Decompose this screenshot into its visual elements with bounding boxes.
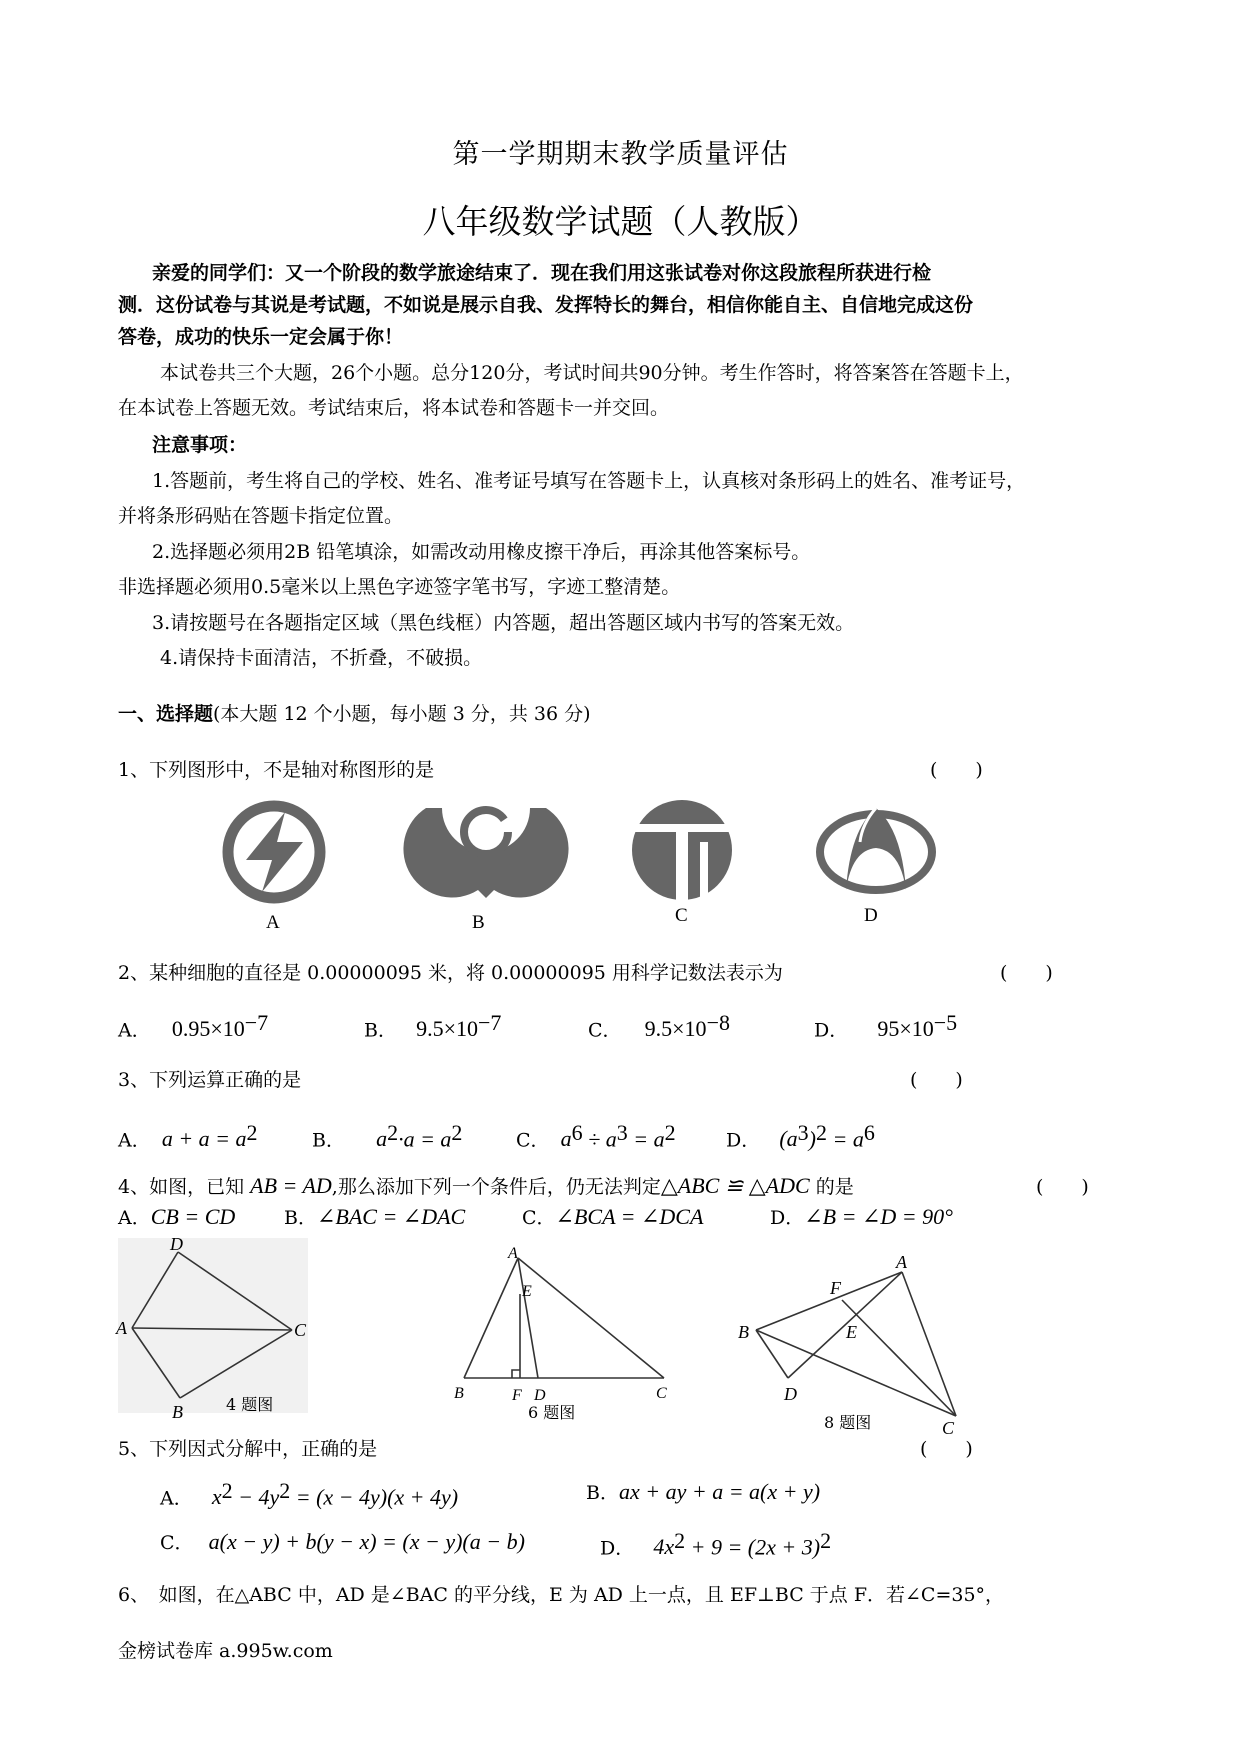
intro-line-3: 答卷，成功的快乐一定会属于你！ <box>118 326 404 348</box>
fig6-label-b: B <box>454 1385 464 1402</box>
q1-figure-a-icon <box>228 806 320 898</box>
q2-option-b-base: 9.5×10 <box>416 1016 478 1042</box>
q3-stem: 3、下列运算正确的是 <box>118 1069 302 1091</box>
q4-option-a-expr: CB = CD <box>150 1204 236 1229</box>
section-1-title-rest: (本大题 12 个小题，每小题 3 分，共 36 分) <box>213 703 591 725</box>
q2-option-b-label: B． <box>364 1019 397 1042</box>
q4-option-c-label: C． <box>522 1207 556 1229</box>
q1-figure-c-icon <box>628 800 736 902</box>
q1-figure-b-icon <box>403 808 568 898</box>
q2-option-a-exp: −7 <box>244 1010 269 1035</box>
q4-option-a <box>118 1203 235 1230</box>
q4-stem-c: 的是 <box>809 1176 854 1198</box>
fig8-caption: 8 题图 <box>824 1413 872 1432</box>
fig6-label-d: D <box>534 1387 546 1404</box>
q2-stem: 2、某种细胞的直径是 0.00000095 米，将 0.00000095 用科学记数法表示为 <box>118 962 783 984</box>
q5-option-a-label: A． <box>160 1487 193 1510</box>
fig6-label-f: F <box>512 1387 522 1404</box>
q2-option-b-exp: −7 <box>477 1010 502 1035</box>
q2-option-d <box>814 1010 957 1042</box>
q4-option-b-expr: ∠BAC = ∠DAC <box>316 1204 466 1229</box>
q4-answer-paren: ( ) <box>1036 1176 1089 1198</box>
q3-option-b: B． $a^2\cdot a = a^2$ <box>312 1120 463 1152</box>
q3-option-d-label: D． <box>726 1129 761 1152</box>
section-1-title-bold: 一、选择题 <box>118 703 214 725</box>
q2-option-a-base: 0.95×10 <box>171 1016 245 1042</box>
fig8-label-e: E <box>846 1322 857 1342</box>
q4-option-c-expr: ∠BCA = ∠DCA <box>555 1204 704 1229</box>
q3-option-c: C． $a^6 \div a^3 = a^2$ <box>516 1120 676 1152</box>
fig6-label-e: E <box>522 1283 532 1300</box>
q4-stem <box>118 1172 854 1199</box>
q2-option-c-label: C． <box>588 1019 622 1042</box>
fig8-label-b: B <box>738 1322 749 1342</box>
q5-option-c <box>160 1528 525 1555</box>
page-title: 八年级数学试题（人教版） <box>422 202 819 241</box>
fig8-label-d: D <box>784 1384 797 1404</box>
q4-option-a-label: A． <box>118 1207 151 1229</box>
q3-option-a: A． $a + a = a^2$ <box>118 1120 258 1152</box>
q1-stem: 1、下列图形中，不是轴对称图形的是 <box>118 759 435 781</box>
section-1-title <box>118 699 591 726</box>
q2-answer-paren: ( ) <box>1000 962 1053 984</box>
q6-stem: 6、 如图，在△ABC 中，AD 是∠BAC 的平分线，E 为 AD 上一点，且 EF⊥BC 于点 F．若∠C=35°， <box>118 1584 1005 1606</box>
q1-label-b: B <box>472 912 485 933</box>
info-line-1: 本试卷共三个大题，26个小题。总分120分，考试时间共90分钟。考生作答时，将答案答在答题卡上， <box>160 362 1024 384</box>
fig6-caption: 6 题图 <box>528 1403 576 1422</box>
q2-option-d-label: D． <box>814 1019 849 1042</box>
q5-answer-paren: ( ) <box>920 1438 973 1460</box>
q5-stem: 5、下列因式分解中，正确的是 <box>118 1438 378 1460</box>
note-1b: 并将条形码贴在答题卡指定位置。 <box>118 505 404 527</box>
fig6-diagram <box>464 1258 664 1378</box>
info-line-2: 在本试卷上答题无效。考试结束后，将本试卷和答题卡一并交回。 <box>118 397 670 419</box>
fig8-label-a: A <box>896 1252 907 1272</box>
q2-option-c <box>588 1010 730 1042</box>
footer-text: 金榜试卷库 a.995w.com <box>118 1640 333 1662</box>
q4-stem-math: AB = AD <box>250 1173 332 1198</box>
q3-answer-paren: ( ) <box>910 1069 963 1091</box>
fig8-label-c: C <box>942 1418 955 1438</box>
note-3: 3.请按题号在各题指定区域（黑色线框）内答题，超出答题区域内书写的答案无效。 <box>152 612 855 634</box>
notes-heading: 注意事项： <box>152 434 248 456</box>
intro-line-2: 测．这份试卷与其说是考试题，不如说是展示自我、发挥特长的舞台，相信你能自主、自信地完成这份 <box>118 294 974 316</box>
q2-option-b <box>364 1010 501 1042</box>
q5-option-d-label: D． <box>600 1537 635 1560</box>
q3-option-d: D． $(a^3)^2 = a^6$ <box>726 1120 875 1152</box>
q4-option-c <box>522 1203 703 1230</box>
fig4-background <box>118 1238 308 1413</box>
fig4-label-c: C <box>294 1320 307 1340</box>
q3-option-a-expr: a + a = a <box>161 1126 247 1152</box>
q2-option-d-base: 95×10 <box>877 1016 934 1042</box>
q4-stem-a: 4、如图，已知 <box>118 1176 251 1198</box>
fig8-label-f: F <box>830 1278 841 1298</box>
q1-label-a: A <box>266 912 280 933</box>
q1-figures <box>0 790 1241 940</box>
q1-answer-paren: ( ) <box>930 759 983 781</box>
note-2a: 2.选择题必须用2B 铅笔填涂，如需改动用橡皮擦干净后，再涂其他答案标号。 <box>152 541 811 563</box>
q3-option-b-label: B． <box>312 1129 345 1152</box>
q4-stem-b: ,那么添加下列一个条件后，仍无法判定 <box>331 1176 661 1198</box>
q5-option-b-expr: ax + ay + a = a(x + y) <box>618 1479 821 1504</box>
q4-option-b <box>284 1203 465 1230</box>
q5-option-c-expr: a(x − y) + b(y − x) = (x − y)(a − b) <box>208 1529 525 1554</box>
fig6-label-a: A <box>508 1245 518 1262</box>
q5-option-b <box>586 1478 820 1505</box>
note-2b: 非选择题必须用0.5毫米以上黑色字迹签字笔书写，字迹工整清楚。 <box>118 576 681 598</box>
fig4-label-a: A <box>116 1318 127 1338</box>
q5-option-a: A． $x^2 - 4y^2 = (x - 4y)(x + 4y)$ <box>160 1478 459 1510</box>
subtitle-heading: 第一学期期末教学质量评估 <box>452 139 789 170</box>
note-4: 4.请保持卡面清洁，不折叠，不破损。 <box>160 647 483 669</box>
q4-option-d-label: D． <box>770 1207 805 1229</box>
q2-option-c-exp: −8 <box>706 1010 730 1035</box>
q3-option-c-label: C． <box>516 1129 550 1152</box>
q3-option-a-label: A． <box>118 1129 151 1152</box>
q1-figure-d-icon <box>820 808 932 890</box>
geometry-figures <box>0 1238 1241 1438</box>
q5-option-b-label: B． <box>586 1482 619 1504</box>
q2-option-a <box>118 1010 268 1042</box>
q4-option-b-label: B． <box>284 1207 317 1229</box>
q5-option-d: D． $4x^2 + 9 = (2x + 3)^2$ <box>600 1528 832 1560</box>
note-1a: 1.答题前，考生将自己的学校、姓名、准考证号填写在答题卡上，认真核对条形码上的姓名、准考证号， <box>152 470 1026 492</box>
q2-option-d-exp: −5 <box>933 1010 958 1035</box>
q5-option-c-label: C． <box>160 1532 194 1554</box>
fig4-label-d: D <box>170 1238 183 1254</box>
q4-stem-math2: △ABC ≌ △ADC <box>660 1173 810 1198</box>
intro-line-1: 亲爱的同学们：又一个阶段的数学旅途结束了．现在我们用这张试卷对你这段旅程所获进行检 <box>152 262 932 284</box>
q2-option-a-label: A． <box>118 1019 151 1042</box>
q4-option-d <box>770 1203 953 1230</box>
fig4-caption: 4 题图 <box>226 1395 274 1414</box>
q2-option-c-base: 9.5×10 <box>644 1016 707 1042</box>
q1-label-c: C <box>675 905 688 926</box>
fig6-label-c: C <box>656 1385 667 1402</box>
q4-option-d-expr: ∠B = ∠D = 90° <box>804 1204 953 1229</box>
fig4-label-b: B <box>172 1402 183 1422</box>
q1-label-d: D <box>864 905 878 926</box>
